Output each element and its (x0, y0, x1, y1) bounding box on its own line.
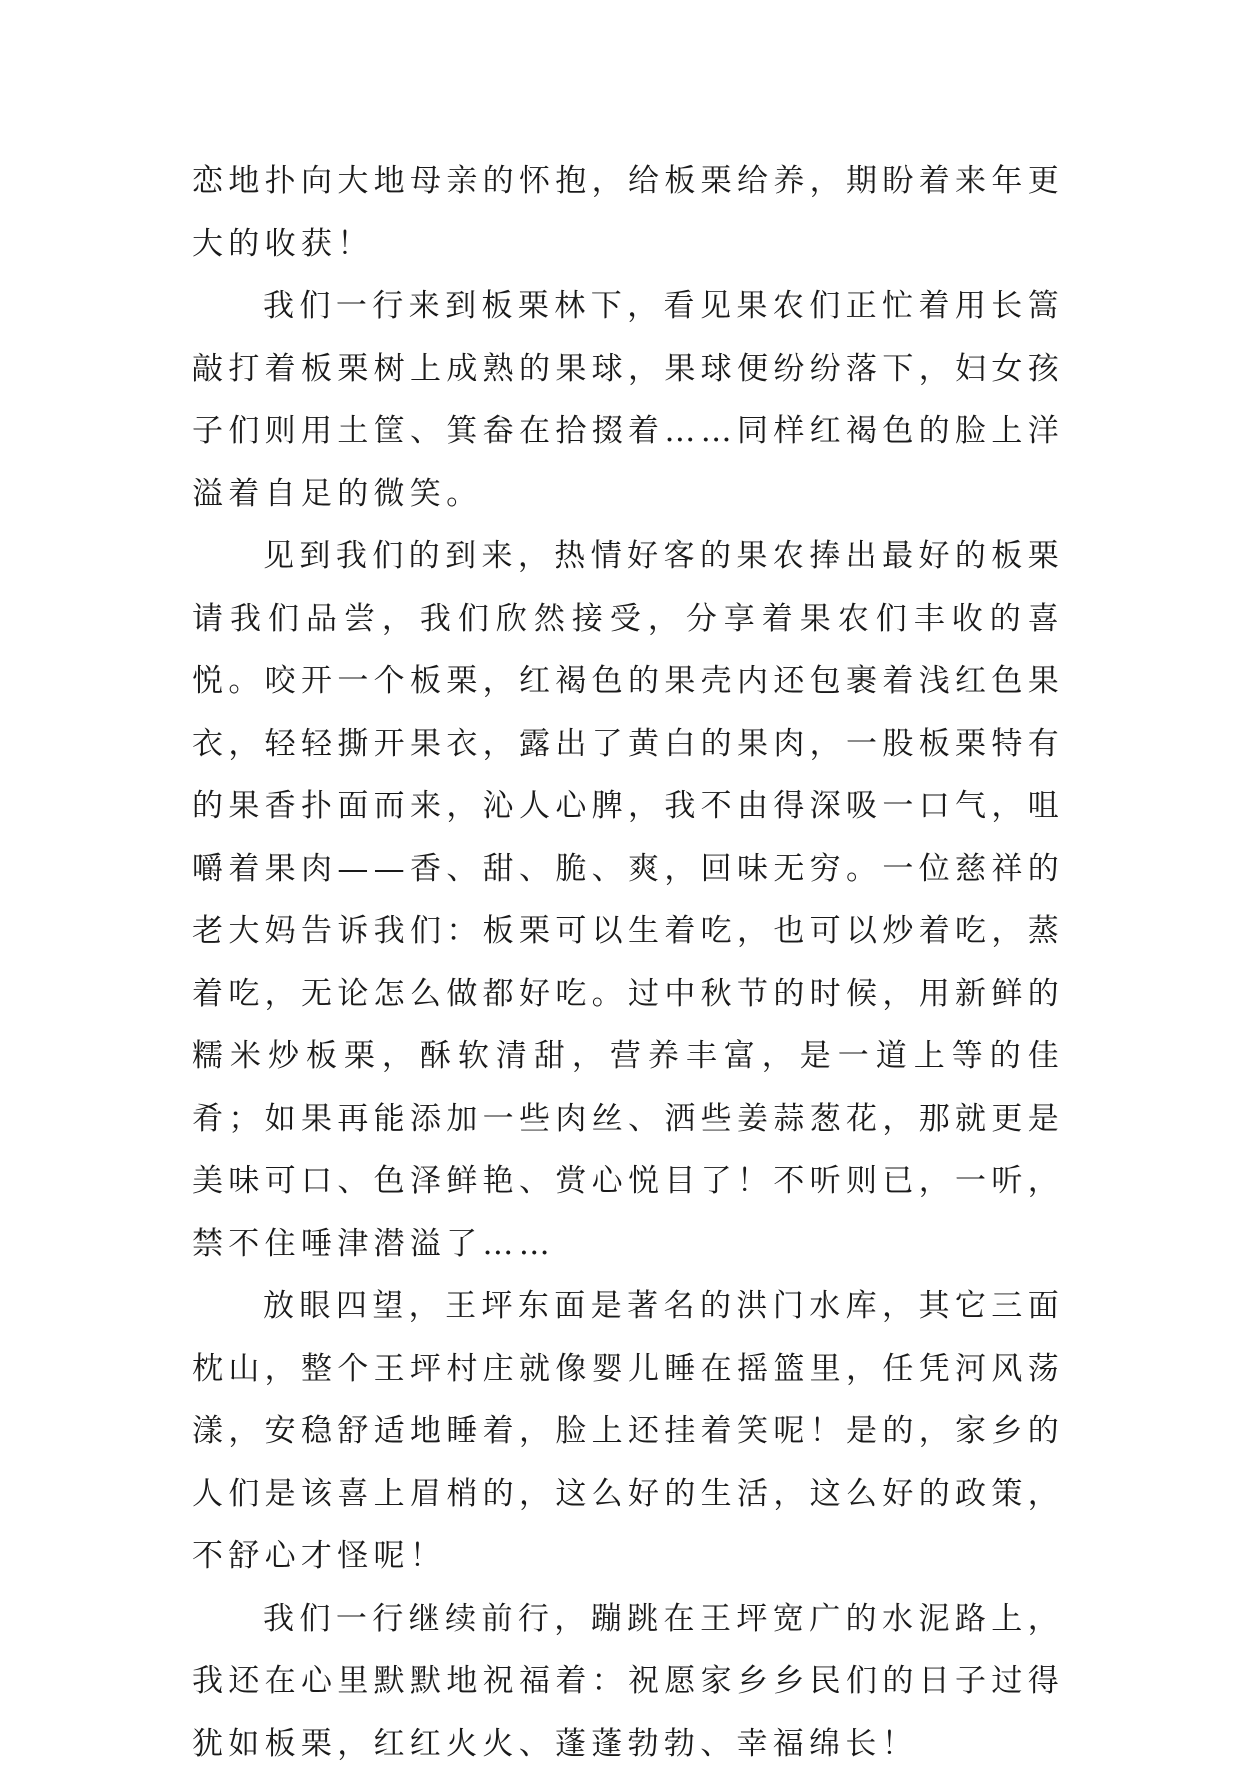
paragraph-blessing: 我们一行继续前行，蹦跳在王坪宽广的水泥路上，我还在心里默默地祝福着：祝愿家乡乡民们的日子过得犹如板栗，红红火火、蓬蓬勃勃、幸福绵长！ (192, 1588, 1064, 1775)
paragraph-continuation: 恋地扑向大地母亲的怀抱，给板栗给养，期盼着来年更大的收获！ (192, 150, 1064, 275)
paragraph-chestnut-grove: 我们一行来到板栗林下，看见果农们正忙着用长篙敲打着板栗树上成熟的果球，果球便纷纷落下，妇女孩子们则用土筐、箕畚在拾掇着……同样红褐色的脸上洋溢着自足的微笑。 (192, 275, 1064, 525)
paragraph-tasting-chestnuts: 见到我们的到来，热情好客的果农捧出最好的板栗请我们品尝，我们欣然接受，分享着果农们丰收的喜悦。咬开一个板栗，红褐色的果壳内还包裹着浅红色果衣，轻轻撕开果衣，露出了黄白的果肉，一股板栗特有的果香扑面而来，沁人心脾，我不由得深吸一口气，咀嚼着果肉——香、甜、脆、爽，回味无穷。一位慈祥的老大妈告诉我们：板栗可以生着吃，也可以炒着吃，蒸着吃，无论怎么做都好吃。过中秋节的时候，用新鲜的糯米炒板栗，酥软清甜，营养丰富，是一道上等的佳肴；如果再能添加一些肉丝、洒些姜蒜葱花，那就更是美味可口、色泽鲜艳、赏心悦目了！不听则已，一听，禁不住唾津潜溢了…… (192, 525, 1064, 1275)
paragraph-village-view: 放眼四望，王坪东面是著名的洪门水库，其它三面枕山，整个王坪村庄就像婴儿睡在摇篮里，任凭河风荡漾，安稳舒适地睡着，脸上还挂着笑呢！是的，家乡的人们是该喜上眉梢的，这么好的生活，这么好的政策，不舒心才怪呢！ (192, 1275, 1064, 1588)
article-body (192, 150, 1064, 1775)
